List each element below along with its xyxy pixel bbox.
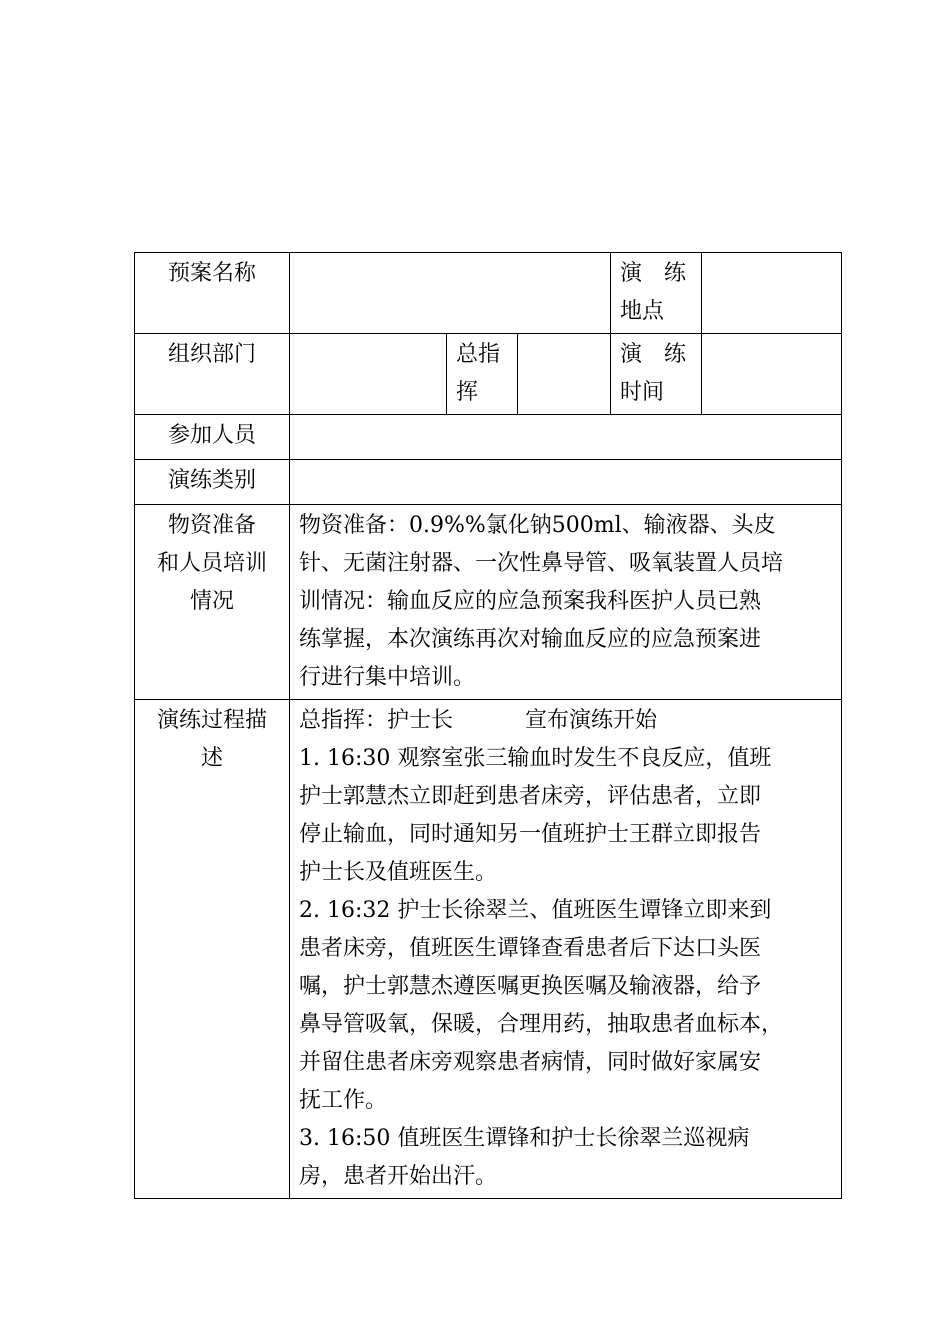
prep-label-line-1: 物资准备 <box>167 513 256 538</box>
step1-line: 1. 16:30 观察室张三输血时发生不良反应，值班 <box>299 746 772 771</box>
step2-line: 鼻导管吸氧，保暖，合理用药，抽取患者血标本， <box>299 1012 784 1037</box>
commander-label-line-2: 挥 <box>456 380 479 405</box>
participants-value <box>290 415 842 460</box>
process-label <box>135 700 290 1199</box>
step3-line: 3. 16:50 值班医生谭锋和护士长徐翠兰巡视病 <box>299 1126 750 1151</box>
prep-line: 练掌握，本次演练再次对输血反应的应急预案进 <box>299 627 762 652</box>
prep-line: 针、无菌注射器、一次性鼻导管、吸氧装置人员培 <box>299 551 784 576</box>
row-preparation <box>135 505 842 700</box>
prep-label-line-2: 和人员培训 <box>156 551 267 576</box>
row-plan-name <box>135 253 842 334</box>
plan-name-label: 预案名称 <box>135 253 290 334</box>
step2-line: 2. 16:32 护士长徐翠兰、值班医生谭锋立即来到 <box>299 898 772 923</box>
step2-line: 并留住患者床旁观察患者病情，同时做好家属安 <box>299 1050 762 1075</box>
step2-line: 抚工作。 <box>299 1088 388 1113</box>
step1-line: 护士郭慧杰立即赶到患者床旁，评估患者，立即 <box>299 784 762 809</box>
participants-label: 参加人员 <box>135 415 290 460</box>
prep-label-line-3: 情况 <box>189 589 234 614</box>
time-label-line-1: 演 练 <box>620 342 687 367</box>
commander-line-a: 总指挥：护士长 <box>299 708 454 733</box>
dept-value <box>290 334 447 415</box>
prep-label <box>135 505 290 700</box>
plan-name-value <box>290 253 611 334</box>
step2-line: 嘱，护士郭慧杰遵医嘱更换医嘱及输液器，给予 <box>299 974 762 999</box>
commander-value <box>518 334 611 415</box>
process-label-line-2: 述 <box>200 746 223 771</box>
location-label <box>611 253 702 334</box>
drill-record-table <box>134 252 842 1199</box>
step1-line: 护士长及值班医生。 <box>299 860 498 885</box>
commander-announcement <box>299 702 832 740</box>
category-value <box>290 460 842 505</box>
process-label-line-1: 演练过程描 <box>156 708 267 733</box>
row-participants <box>135 415 842 460</box>
location-value <box>702 253 842 334</box>
row-department <box>135 334 842 415</box>
prep-line: 物资准备：0.9%%氯化钠500ml、输液器、头皮 <box>299 513 776 538</box>
time-label <box>611 334 702 415</box>
prep-line: 行进行集中培训。 <box>299 665 476 690</box>
process-content <box>290 700 842 1199</box>
step2-line: 患者床旁，值班医生谭锋查看患者后下达口头医 <box>299 936 762 961</box>
commander-label-line-1: 总指 <box>456 342 501 367</box>
row-process <box>135 700 842 1199</box>
step3-line: 房，患者开始出汗。 <box>299 1164 498 1189</box>
row-category <box>135 460 842 505</box>
step1-line: 停止输血，同时通知另一值班护士王群立即报告 <box>299 822 762 847</box>
location-label-line-1: 演 练 <box>620 261 687 286</box>
commander-label <box>447 334 518 415</box>
time-value <box>702 334 842 415</box>
dept-label: 组织部门 <box>135 334 290 415</box>
commander-line-b: 宣布演练开始 <box>525 708 658 733</box>
time-label-line-2: 时间 <box>620 380 665 405</box>
prep-line: 训情况：输血反应的应急预案我科医护人员已熟 <box>299 589 762 614</box>
prep-content <box>290 505 842 700</box>
category-label: 演练类别 <box>135 460 290 505</box>
location-label-line-2: 地点 <box>620 299 665 324</box>
